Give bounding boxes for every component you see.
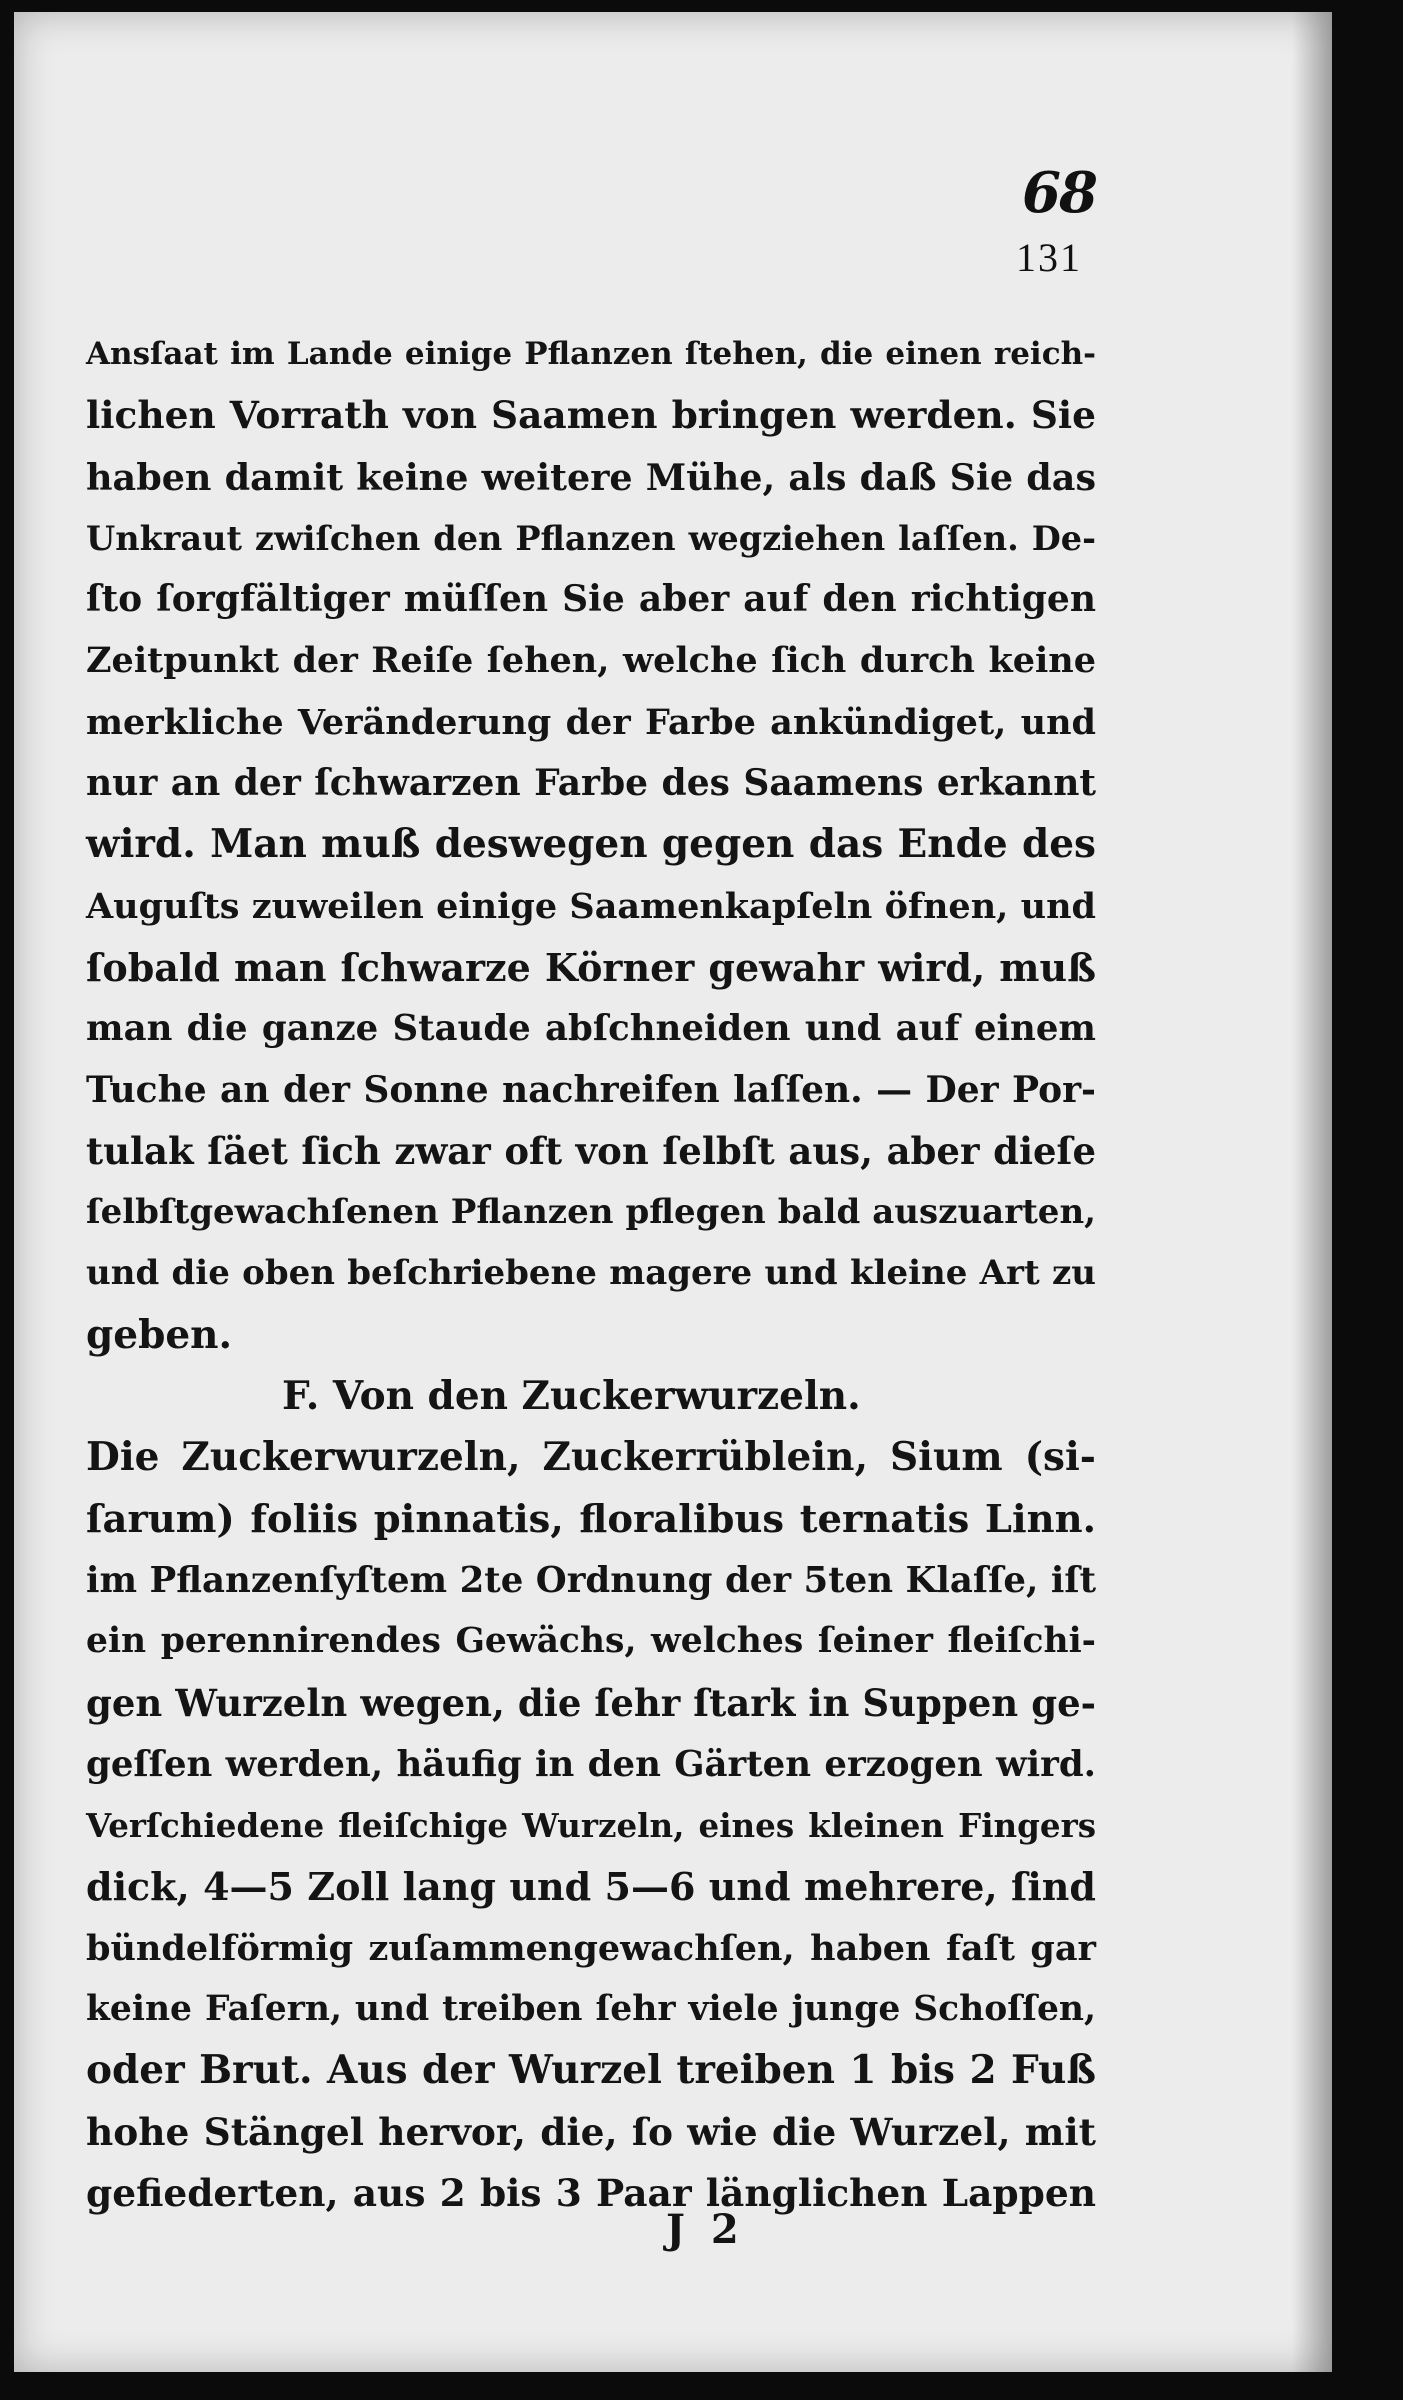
- text-line: nur an der ſchwarzen Farbe des Saamens erkannt: [86, 762, 1096, 805]
- signature-mark: J 2: [666, 2206, 745, 2253]
- text-line: man die ganze Staude abſchneiden und auf einem: [86, 1008, 1096, 1050]
- text-line: geben.: [86, 1311, 233, 1358]
- text-line: wird. Man muß deswegen gegen das Ende des: [86, 821, 1096, 868]
- text-line: bündelförmig zuſammengewachſen, haben faſt gar: [86, 1927, 1096, 1969]
- text-line: Verſchiedene fleiſchige Wurzeln, eines kleinen Fingers: [86, 1806, 1096, 1846]
- text-line: tulak ſäet ſich zwar oft von ſelbſt aus, aber dieſe: [86, 1128, 1096, 1173]
- text-line: keine Faſern, und treiben ſehr viele junge Schoſſen,: [86, 1989, 1096, 2030]
- page-number: 131: [1016, 235, 1082, 280]
- text-line: oder Brut. Aus der Wurzel treiben 1 bis 2 Fuß: [86, 2047, 1096, 2094]
- text-line: Ansſaat im Lande einige Pflanzen ſtehen, die einen reich-: [86, 336, 1096, 372]
- text-line: und die oben beſchriebene magere und kleine Art zu: [86, 1253, 1096, 1294]
- handwritten-folio-number: 68: [1022, 160, 1096, 226]
- text-line: ſobald man ſchwarze Körner gewahr wird, muß: [86, 944, 1096, 990]
- text-line: gen Wurzeln wegen, die ſehr ſtark in Suppen ge-: [86, 1680, 1096, 1725]
- text-line: im Pflanzenſyſtem 2te Ordnung der 5ten Klaſſe, iſt: [86, 1559, 1096, 1601]
- text-line: gefiederten, aus 2 bis 3 Paar länglichen Lappen: [86, 2170, 1096, 2215]
- text-line: haben damit keine weitere Mühe, als daß Sie das: [86, 455, 1096, 499]
- text-line: dick, 4—5 Zoll lang und 5—6 und mehrere, ſind: [86, 1864, 1096, 1910]
- text-line: Die Zuckerwurzeln, Zuckerrüblein, Sium (si-: [86, 1434, 1096, 1481]
- text-line: hohe Stängel hervor, die, ſo wie die Wurzel, mit: [86, 2109, 1096, 2154]
- text-line: Unkraut zwiſchen den Pflanzen wegziehen laſſen. De-: [86, 518, 1096, 558]
- text-line: lichen Vorrath von Saamen bringen werden. Sie: [86, 393, 1096, 438]
- text-line: ſto ſorgfältiger müſſen Sie aber auf den richtigen: [86, 578, 1096, 621]
- text-line: Zeitpunkt der Reiſe ſehen, welche ſich durch keine: [86, 640, 1096, 682]
- body-text: [86, 324, 1096, 2224]
- section-heading: F. Von den Zuckerwurzeln.: [282, 1373, 861, 1420]
- text-line: merkliche Veränderung der Farbe ankündiget, und: [86, 701, 1096, 743]
- text-line: ein perennirendes Gewächs, welches ſeiner fleiſchi-: [86, 1621, 1096, 1662]
- text-line: ſelbſtgewachſenen Pflanzen pflegen bald auszuarten,: [86, 1192, 1096, 1233]
- text-line: ſarum) foliis pinnatis, floralibus ternatis Linn.: [86, 1496, 1096, 1542]
- text-line: Auguſts zuweilen einige Saamenkapſeln öfnen, und: [86, 885, 1096, 927]
- book-page: [14, 12, 1332, 2372]
- text-line: Tuche an der Sonne nachreifen laſſen. — Der Por-: [86, 1068, 1096, 1111]
- text-line: geſſen werden, häufig in den Gärten erzogen wird.: [86, 1743, 1096, 1785]
